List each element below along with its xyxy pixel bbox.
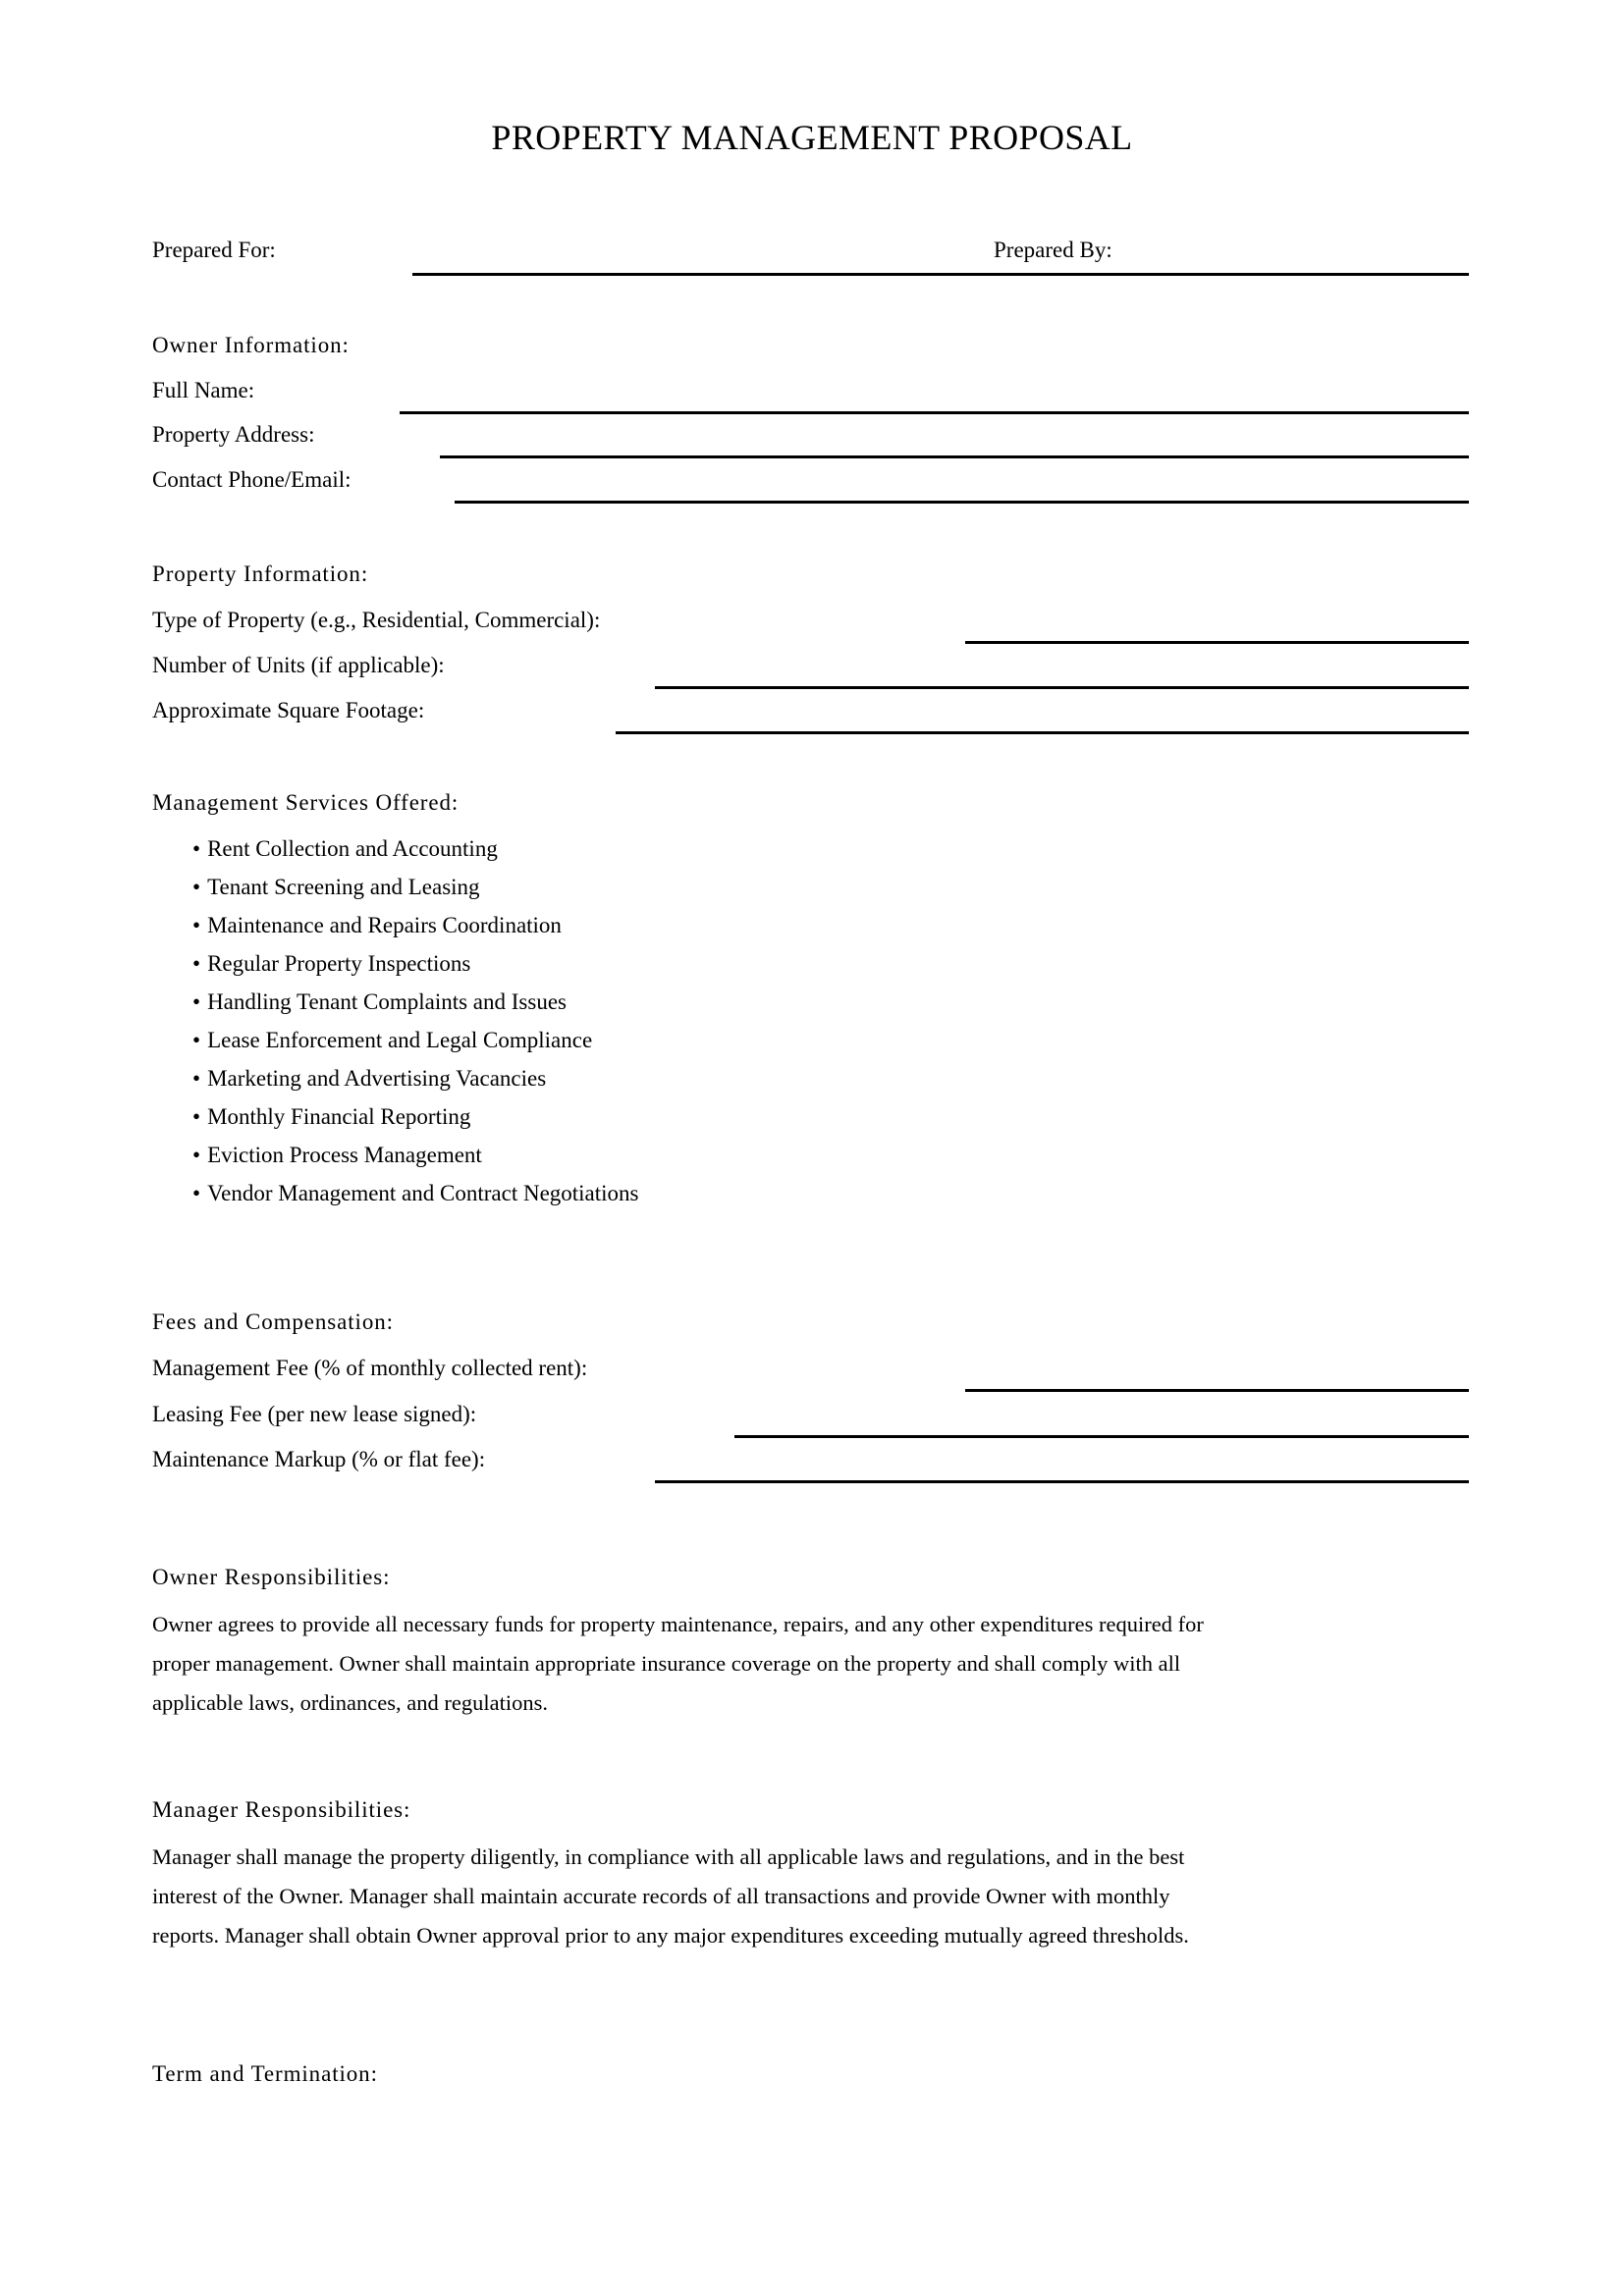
number-of-units-rule[interactable]	[655, 686, 1469, 689]
list-item-label: Regular Property Inspections	[207, 951, 471, 976]
bullet-icon: •	[192, 951, 201, 976]
owner-information-heading: Owner Information:	[152, 333, 350, 357]
list-item-label: Tenant Screening and Leasing	[207, 875, 480, 899]
full-name-rule[interactable]	[400, 411, 1469, 414]
list-item-label: Maintenance and Repairs Coordination	[207, 913, 562, 937]
list-item-label: Lease Enforcement and Legal Compliance	[207, 1028, 593, 1052]
list-item-label: Monthly Financial Reporting	[207, 1104, 471, 1129]
owner-responsibilities-heading: Owner Responsibilities:	[152, 1565, 391, 1589]
manager-responsibilities-line: interest of the Owner. Manager shall maintain accurate records of all transactions and provide Owner with monthly	[152, 1884, 1170, 1908]
list-item	[192, 1141, 482, 1170]
management-services-heading: Management Services Offered:	[152, 790, 460, 815]
leasing-fee-rule[interactable]	[734, 1435, 1469, 1438]
type-of-property-label: Type of Property (e.g., Residential, Commercial):	[152, 608, 601, 632]
management-fee-label: Management Fee (% of monthly collected rent):	[152, 1356, 588, 1380]
list-item-label: Handling Tenant Complaints and Issues	[207, 989, 567, 1014]
contact-phone-email-rule[interactable]	[455, 501, 1469, 504]
full-name-label: Full Name:	[152, 378, 255, 402]
list-item	[192, 988, 567, 1017]
bullet-icon: •	[192, 1143, 201, 1167]
property-address-label: Property Address:	[152, 422, 315, 447]
bullet-icon: •	[192, 1104, 201, 1129]
management-fee-rule[interactable]	[965, 1389, 1469, 1392]
owner-responsibilities-line: applicable laws, ordinances, and regulations.	[152, 1690, 548, 1715]
owner-responsibilities-line: Owner agrees to provide all necessary funds for property maintenance, repairs, and any other expenditures required for	[152, 1612, 1204, 1636]
maintenance-markup-rule[interactable]	[655, 1480, 1469, 1483]
maintenance-markup-label: Maintenance Markup (% or flat fee):	[152, 1447, 486, 1471]
prepared-for-rule[interactable]	[412, 273, 1469, 276]
list-item	[192, 949, 470, 979]
manager-responsibilities-line: Manager shall manage the property diligently, in compliance with all applicable laws and regulations, and in the best	[152, 1844, 1185, 1869]
list-item-label: Eviction Process Management	[207, 1143, 482, 1167]
list-item	[192, 1102, 470, 1132]
bullet-icon: •	[192, 1028, 201, 1052]
property-information-heading: Property Information:	[152, 561, 369, 586]
page-title: PROPERTY MANAGEMENT PROPOSAL	[491, 118, 1133, 157]
bullet-icon: •	[192, 836, 201, 861]
contact-phone-email-label: Contact Phone/Email:	[152, 467, 352, 492]
list-item-label: Vendor Management and Contract Negotiations	[207, 1181, 639, 1205]
approximate-square-footage-rule[interactable]	[616, 731, 1469, 734]
bullet-icon: •	[192, 875, 201, 899]
list-item-label: Rent Collection and Accounting	[207, 836, 498, 861]
bullet-icon: •	[192, 913, 201, 937]
owner-responsibilities-line: proper management. Owner shall maintain appropriate insurance coverage on the property and shall comply with all	[152, 1651, 1181, 1676]
list-item	[192, 1026, 592, 1055]
list-item	[192, 911, 562, 940]
prepared-by-label: Prepared By:	[990, 236, 1116, 265]
bullet-icon: •	[192, 1181, 201, 1205]
leasing-fee-label: Leasing Fee (per new lease signed):	[152, 1402, 477, 1426]
bullet-icon: •	[192, 989, 201, 1014]
manager-responsibilities-heading: Manager Responsibilities:	[152, 1797, 411, 1822]
number-of-units-label: Number of Units (if applicable):	[152, 653, 445, 677]
manager-responsibilities-line: reports. Manager shall obtain Owner approval prior to any major expenditures exceeding mutually agreed thresholds.	[152, 1923, 1189, 1948]
fees-heading: Fees and Compensation:	[152, 1309, 394, 1334]
approximate-square-footage-label: Approximate Square Footage:	[152, 698, 425, 722]
list-item	[192, 873, 480, 902]
list-item-label: Marketing and Advertising Vacancies	[207, 1066, 547, 1091]
bullet-icon: •	[192, 1066, 201, 1091]
property-address-rule[interactable]	[440, 455, 1469, 458]
term-and-termination-heading: Term and Termination:	[152, 2061, 378, 2086]
type-of-property-rule[interactable]	[965, 641, 1469, 644]
list-item	[192, 834, 498, 864]
prepared-for-label: Prepared For:	[152, 238, 276, 262]
list-item	[192, 1179, 639, 1208]
list-item	[192, 1064, 546, 1094]
